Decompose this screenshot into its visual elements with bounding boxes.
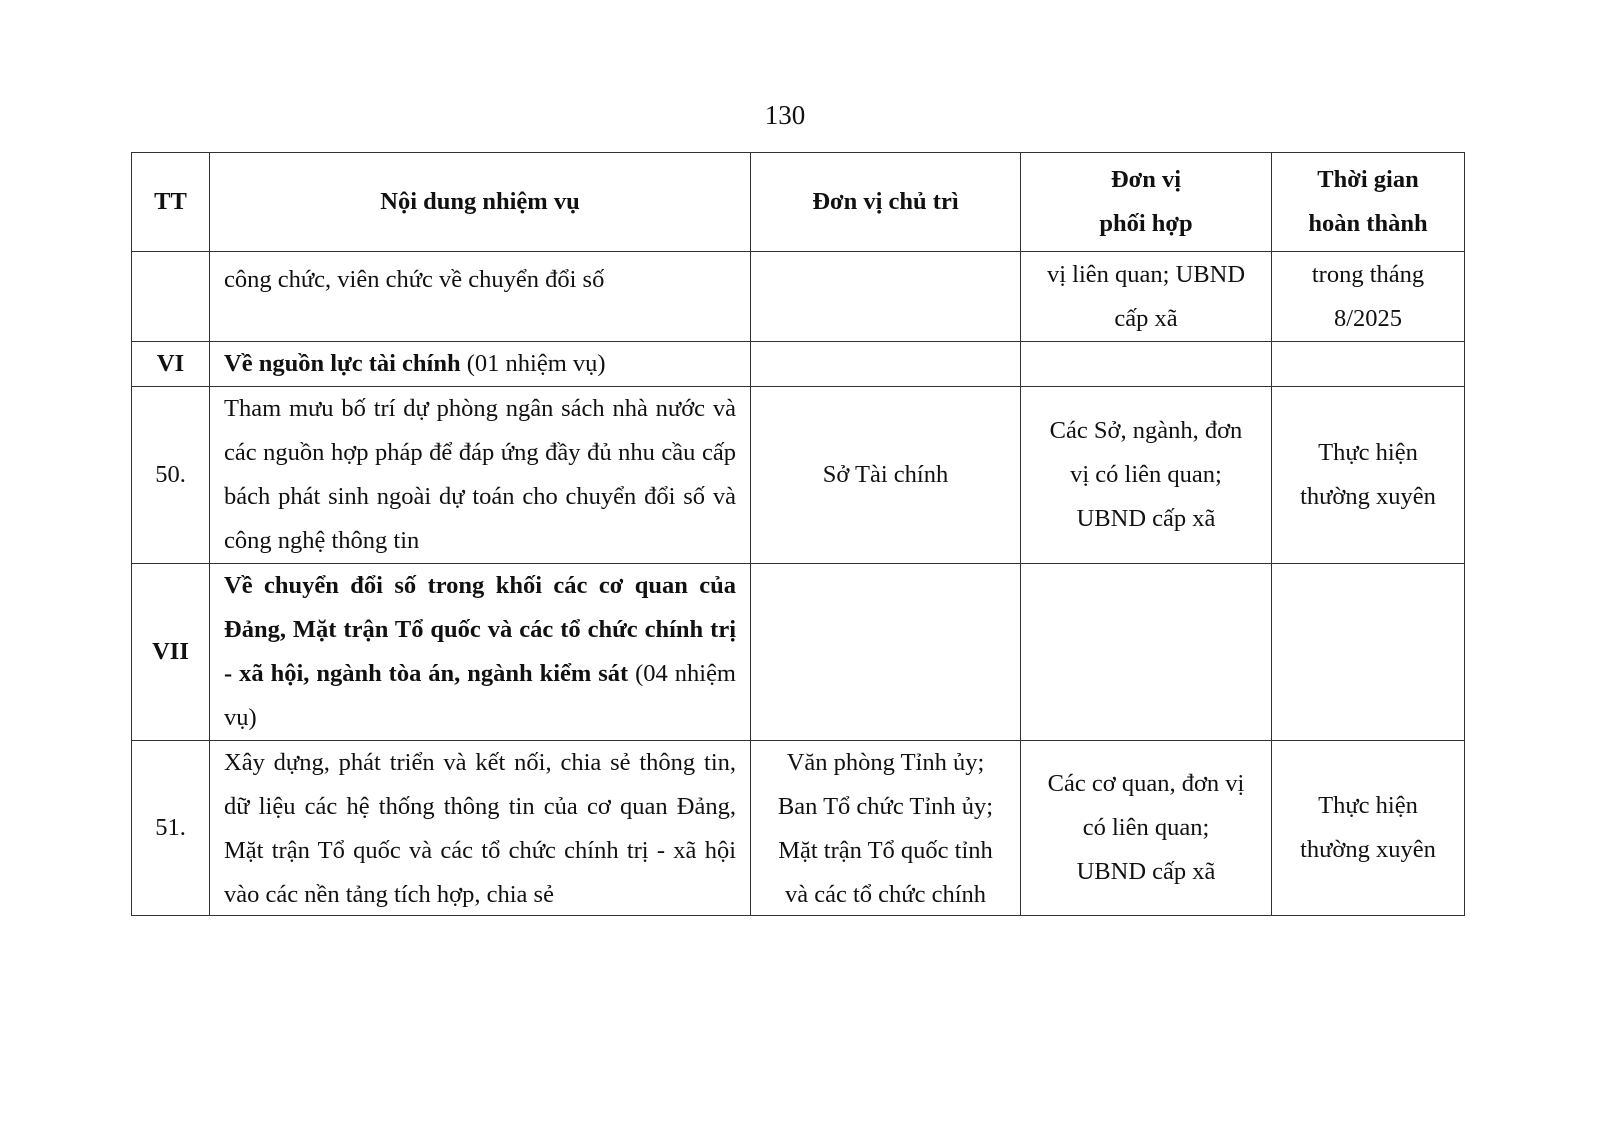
row-coordinating-unit (1021, 387, 1272, 564)
table-row (132, 741, 1465, 916)
coordinating-line: có liên quan; (1082, 814, 1210, 841)
section-row-vi (132, 342, 1465, 387)
header-content: Nội dung nhiệm vụ (210, 153, 751, 252)
page-number: 130 (764, 100, 806, 130)
section-title (210, 564, 751, 741)
coordinating-line: UBND cấp xã (1076, 505, 1216, 532)
header-lead-unit: Đơn vị chủ trì (751, 153, 1021, 252)
row-content: Tham mưu bố trí dự phòng ngân sách nhà nước và các nguồn hợp pháp để đáp ứng đầy đủ nhu cầu cấp bách phát sinh ngoài dự toán cho chuyển đổi số và công nghệ thông tin (210, 387, 751, 564)
empty-cell (1272, 342, 1465, 387)
deadline-line: 8/2025 (1333, 304, 1403, 332)
empty-cell (1021, 564, 1272, 741)
row-lead-unit (751, 741, 1021, 916)
row-deadline (1272, 252, 1465, 342)
coordinating-line: cấp xã (1114, 304, 1178, 332)
row-content (210, 741, 751, 916)
row-tt (132, 252, 210, 342)
coordinating-line: UBND cấp xã (1076, 858, 1216, 885)
table-header-row (132, 153, 1465, 252)
table-row (132, 252, 1465, 342)
header-coordinating-line2: phối hợp (1099, 210, 1193, 237)
section-title-bold: Về nguồn lực tài chính (224, 350, 461, 377)
header-deadline (1272, 153, 1465, 252)
section-title-count: (01 nhiệm vụ) (460, 350, 606, 377)
lead-line: Văn phòng Tỉnh ủy; (786, 749, 985, 776)
deadline-line: Thực hiện (1318, 792, 1418, 819)
lead-line: Mặt trận Tổ quốc tỉnh (778, 837, 993, 864)
section-title-count: (04 nhiệm vụ) (224, 660, 736, 731)
table-row (132, 387, 1465, 564)
section-row-vii (132, 564, 1465, 741)
row-deadline (1272, 741, 1465, 916)
lead-line: và các tổ chức chính (784, 881, 986, 908)
empty-cell (751, 564, 1021, 741)
deadline-line: Thực hiện (1318, 439, 1418, 466)
coordinating-line: Các cơ quan, đơn vị (1047, 770, 1245, 797)
row-lead-unit: Sở Tài chính (751, 387, 1021, 564)
deadline-line: trong tháng (1311, 260, 1425, 288)
header-coordinating-unit (1021, 153, 1272, 252)
empty-cell (1272, 564, 1465, 741)
section-number: VII (132, 564, 210, 741)
row-deadline (1272, 387, 1465, 564)
empty-cell (751, 342, 1021, 387)
empty-cell (1021, 342, 1272, 387)
row-coordinating-unit (1021, 741, 1272, 916)
task-table (131, 152, 1465, 916)
row-content: công chức, viên chức về chuyển đổi số (210, 252, 751, 342)
coordinating-line: vị có liên quan; (1070, 461, 1222, 488)
row-tt: 50. (132, 387, 210, 564)
coordinating-line: vị liên quan; UBND (1046, 260, 1246, 288)
deadline-line: thường xuyên (1300, 483, 1436, 510)
row-lead-unit (751, 252, 1021, 342)
row-content-text: Xây dựng, phát triển và kết nối, chia sẻ thông tin, dữ liệu các hệ thống thông tin của cơ quan Đảng, Mặt trận Tổ quốc và các tổ chức chính trị - xã hội vào các nền tảng tích hợp, chia sẻ (224, 749, 736, 908)
row-tt: 51. (132, 741, 210, 916)
header-deadline-line2: hoàn thành (1308, 210, 1428, 237)
section-title-bold: Về chuyển đổi số trong khối các cơ quan của Đảng, Mặt trận Tổ quốc và các tổ chức chính trị - xã hội, ngành tòa án, ngành kiểm sát (224, 572, 736, 687)
section-title (210, 342, 751, 387)
header-tt: TT (132, 153, 210, 252)
coordinating-line: Các Sở, ngành, đơn (1049, 417, 1243, 444)
row-coordinating-unit (1021, 252, 1272, 342)
section-number: VI (132, 342, 210, 387)
deadline-line: thường xuyên (1300, 836, 1436, 863)
lead-line: Ban Tổ chức Tỉnh ủy; (777, 793, 994, 820)
header-coordinating-line1: Đơn vị (1110, 166, 1182, 193)
header-deadline-line1: Thời gian (1317, 166, 1419, 193)
